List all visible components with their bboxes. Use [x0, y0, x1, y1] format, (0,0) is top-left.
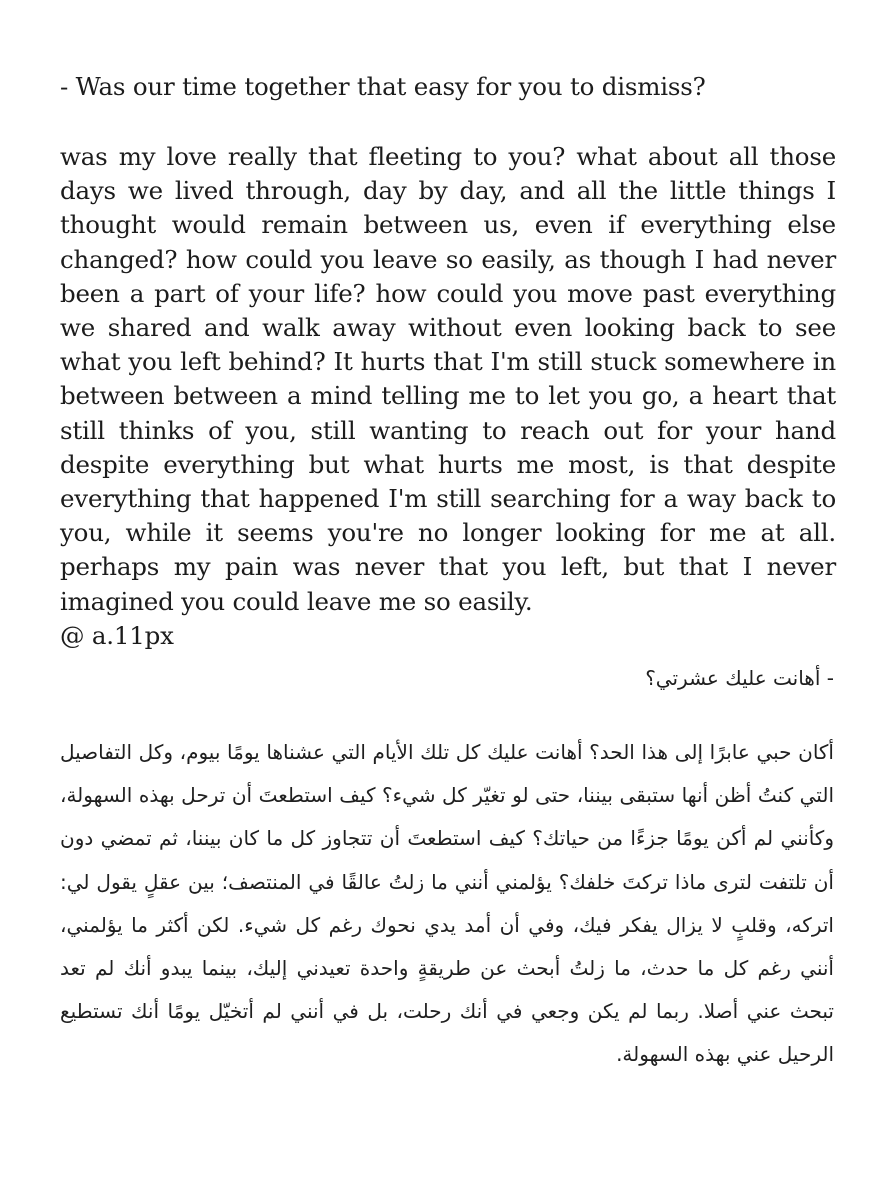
arabic-body-text: أكان حبي عابرًا إلى هذا الحد؟ أهانت عليك كل تلك الأيام التي عشناها يومًا بيوم، وكل التفاصيل التي كنتُ أظن أنها ستبقى بيننا، حتى لو تغيّر كل شيء؟ كيف استطعتَ أن ترحل بهذه السهولة، وكأنني لم أكن يومًا جزءًا من حياتك؟ كيف استطعتَ أن تتجاوز كل ما كان بيننا، ثم تمضي دون أن تلتفت لترى ماذا تركتَ خلفك؟ يؤلمني أنني ما زلتُ عالقًا في المنتصف؛ بين عقلٍ يقول لي: اتركه، وقلبٍ لا يزال يفكر فيك، وفي أن أمد يدي نحوك رغم كل شيء. لكن أكثر ما يؤلمني، أنني رغم كل ما حدث، ما زلتُ أبحث عن طريقةٍ واحدة تعيدني إليك، بينما يبدو أنك لم تعد تبحث عني أصلا. ربما لم يكن وجعي في أنك رحلت، بل في أنني لم أتخيّل يومًا أنك تستطيع الرحيل عني بهذه السهولة.: [60, 740, 834, 1067]
english-body-text: was my love really that fleeting to you? what about all those days we lived through, day by day, and all the little things I thought would remain between us, even if everything else changed? how could you leave so easily, as though I had never been a part of your life? how could you move past everything we shared and walk away without even looking back to see what you left behind? It hurts that I'm still stuck somewhere in between between a mind telling me to let you go, a heart that still thinks of you, still wanting to reach out for your hand despite everything but what hurts me most, is that despite everything that happened I'm still searching for a way back to you, while it seems you're no longer looking for me at all. perhaps my pain was never that you left, but that I never imagined you could leave me so easily.: [60, 142, 836, 616]
english-passage: [60, 140, 836, 653]
arabic-heading: - أهانت عليك عشرتي؟: [645, 666, 834, 690]
author-handle: @ a.11px: [60, 620, 174, 650]
english-heading: - Was our time together that easy for you to dismiss?: [60, 72, 706, 101]
